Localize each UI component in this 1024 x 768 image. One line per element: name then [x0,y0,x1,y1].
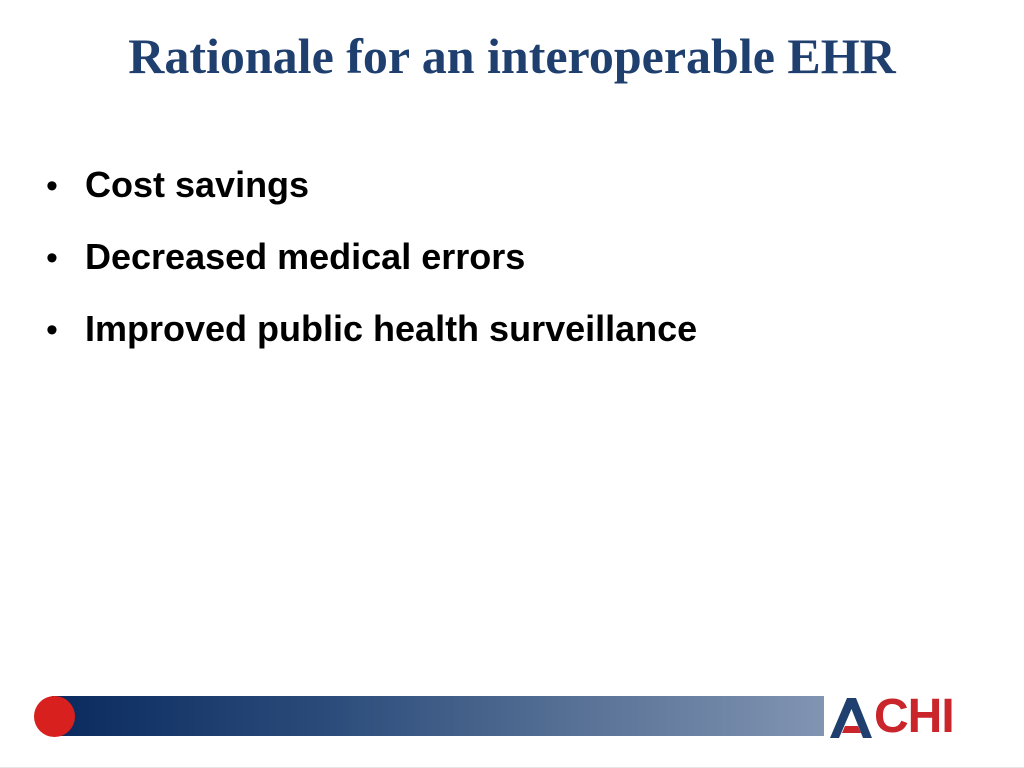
bullet-marker: • [46,167,58,205]
bullet-marker: • [46,239,58,277]
bullet-item [46,164,697,236]
bullet-text: Cost savings [85,164,310,205]
bullet-item [46,236,697,308]
footer-gradient-bar [52,696,824,736]
bullet-marker: • [46,311,58,349]
bullet-list [46,164,697,380]
slide-title: Rationale for an interoperable EHR [128,28,896,84]
logo-text: CHI [874,689,954,743]
logo-a-svg [830,696,872,738]
bullet-item [46,308,697,380]
bullet-text: Improved public health surveillance [85,308,698,349]
footer-red-circle [34,696,75,737]
logo-a-mark-icon [830,695,872,737]
achi-logo [830,690,954,742]
bullet-text: Decreased medical errors [85,236,526,277]
